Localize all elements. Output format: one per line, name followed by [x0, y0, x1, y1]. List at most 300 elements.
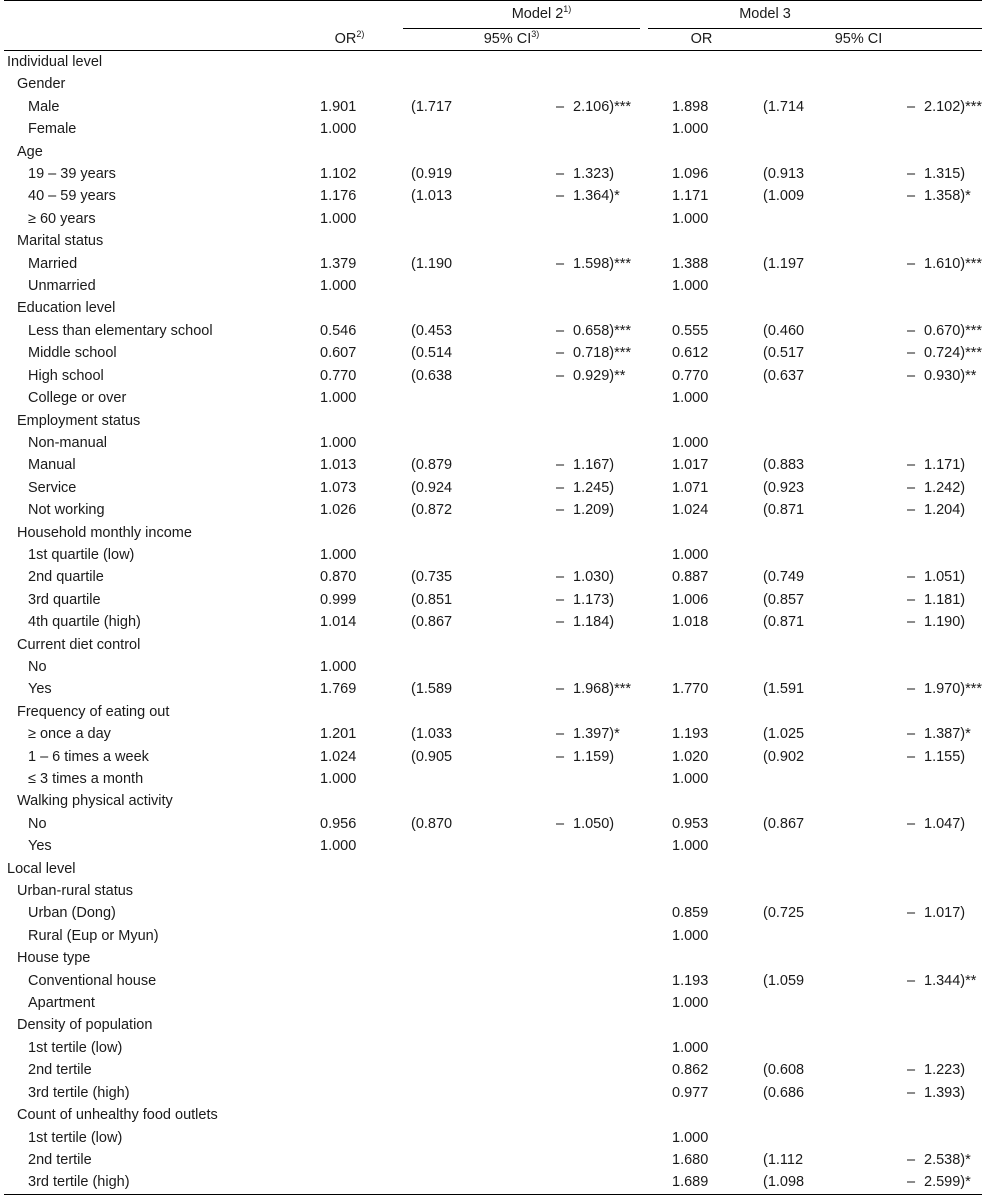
m2-ci-dash	[547, 1171, 573, 1194]
m2-or: 1.000	[320, 278, 357, 295]
m2-ci-dash: –	[555, 569, 565, 586]
m2-or: 0.607	[320, 345, 357, 362]
m3-ci-dash: –	[906, 748, 916, 765]
variable-row	[4, 790, 982, 812]
column-gap	[640, 163, 648, 185]
m3-or: 1.000	[672, 1039, 709, 1056]
row-label: Urban (Dong)	[28, 905, 116, 922]
m2-ci-dash: –	[555, 502, 565, 519]
m2-ci-lower	[403, 992, 547, 1014]
row-label: Yes	[28, 681, 52, 698]
m3-ci-lower: (1.197	[763, 255, 805, 272]
m2-ci-upper	[573, 51, 640, 74]
m2-ci-lower	[403, 970, 547, 992]
m3-ci-upper: 2.538)*	[924, 1151, 971, 1168]
column-gap	[640, 723, 648, 745]
row-label: Yes	[28, 838, 52, 855]
row-label: Married	[28, 255, 78, 272]
m3-ci-dash: –	[906, 166, 916, 183]
m2-ci-dash: –	[555, 726, 565, 743]
m2-ci-lower: (0.735	[411, 569, 453, 586]
m3-ci-dash: –	[906, 1062, 916, 1079]
row-label: ≥ 60 years	[28, 210, 96, 227]
m2-or	[296, 297, 403, 319]
m3-ci-dash: –	[906, 681, 916, 698]
row-label: Age	[17, 143, 43, 160]
table-row	[4, 589, 982, 611]
column-gap	[640, 589, 648, 611]
table-row	[4, 925, 982, 947]
table-row	[4, 544, 982, 566]
m3-ci-dash: –	[906, 188, 916, 205]
row-label: Less than elementary school	[28, 322, 213, 339]
m2-ci-upper	[573, 992, 640, 1014]
m3-ci-lower	[755, 947, 898, 969]
m2-ci-dash	[547, 51, 573, 74]
row-label: Non-manual	[28, 434, 107, 451]
m2-ci-upper: 1.050)	[573, 815, 615, 832]
column-gap	[640, 880, 648, 902]
m3-ci-lower: (0.902	[763, 748, 805, 765]
m2-or: 1.201	[320, 726, 357, 743]
row-label: No	[28, 658, 47, 675]
m3-or: 0.612	[672, 345, 709, 362]
column-gap	[640, 902, 648, 924]
column-gap	[640, 477, 648, 499]
m2-ci-dash	[547, 208, 573, 230]
m2-ci-dash	[547, 925, 573, 947]
column-gap	[640, 1171, 648, 1194]
m3-ci-upper: 2.599)*	[924, 1171, 982, 1194]
m3-ci-dash: –	[898, 1171, 924, 1194]
table-row	[4, 342, 982, 364]
m2-ci-upper	[573, 522, 640, 544]
m2-ci-upper	[573, 410, 640, 432]
row-label: Current diet control	[17, 636, 141, 653]
m2-ci-dash: –	[555, 367, 565, 384]
m2-or	[296, 1037, 403, 1059]
m3-ci-upper: 1.393)	[924, 1084, 966, 1101]
m3-or	[648, 1104, 755, 1126]
m2-ci-upper	[573, 768, 640, 790]
m2-ci-lower	[403, 835, 547, 857]
m3-or: 1.193	[672, 972, 709, 989]
row-label: ≥ once a day	[28, 726, 111, 743]
m3-ci-lower	[755, 297, 898, 319]
m3-or	[648, 230, 755, 252]
m2-ci-upper	[573, 790, 640, 812]
m3-ci-dash	[898, 835, 924, 857]
m3-ci-upper	[924, 141, 982, 163]
m2-ci-upper: 1.209)	[573, 502, 615, 519]
m3-ci-lower	[755, 387, 898, 409]
m2-ci-lower: (1.033	[411, 726, 453, 743]
m2-or: 0.956	[320, 815, 357, 832]
column-gap	[640, 656, 648, 678]
m2-ci-lower	[403, 1082, 547, 1104]
m2-ci-dash	[547, 432, 573, 454]
variable-row	[4, 947, 982, 969]
row-label: Male	[28, 98, 60, 115]
m2-ci-upper	[573, 544, 640, 566]
m2-ci-lower: (0.872	[411, 502, 453, 519]
m2-or	[296, 1171, 403, 1194]
m2-or	[296, 51, 403, 74]
m2-ci-upper	[573, 947, 640, 969]
row-label: 1 – 6 times a week	[28, 748, 149, 765]
row-label: Employment status	[17, 412, 141, 429]
m2-ci-upper	[573, 432, 640, 454]
column-gap	[640, 1082, 648, 1104]
m2-or	[296, 522, 403, 544]
m3-or: 1.000	[672, 278, 709, 295]
m3-ci-dash	[898, 275, 924, 297]
table-row	[4, 208, 982, 230]
m3-ci-dash	[898, 768, 924, 790]
m2-ci-upper	[573, 73, 640, 95]
table-row	[4, 185, 982, 207]
m2-or	[296, 925, 403, 947]
m2-ci-upper	[573, 634, 640, 656]
column-gap	[640, 522, 648, 544]
m3-or: 1.000	[672, 390, 709, 407]
m3-ci-dash: –	[906, 1084, 916, 1101]
m3-ci-dash: –	[906, 726, 916, 743]
m2-ci-lower: (1.190	[411, 255, 453, 272]
m3-ci-upper: 1.358)*	[924, 188, 971, 205]
table-row	[4, 902, 982, 924]
row-label: Rural (Eup or Myun)	[28, 927, 159, 944]
header-blank	[4, 1, 296, 29]
m2-ci-upper	[573, 1082, 640, 1104]
m3-ci-dash	[898, 880, 924, 902]
m3-ci-upper: 1.242)	[924, 479, 966, 496]
m3-ci-lower	[755, 634, 898, 656]
m3-ci-upper	[924, 522, 982, 544]
m2-ci-dash	[547, 992, 573, 1014]
column-gap	[640, 51, 648, 74]
m3-or	[648, 73, 755, 95]
m3-or	[648, 880, 755, 902]
table-row	[4, 723, 982, 745]
m2-or: 1.014	[320, 614, 357, 631]
m2-ci-lower	[403, 118, 547, 140]
m3-or: 1.689	[648, 1171, 755, 1194]
m2-or	[296, 947, 403, 969]
m2-ci-lower: (0.905	[411, 748, 453, 765]
m2-ci-lower	[403, 656, 547, 678]
m2-or: 0.546	[320, 322, 357, 339]
table-row	[4, 746, 982, 768]
column-gap	[640, 454, 648, 476]
m3-or: 1.388	[672, 255, 709, 272]
m2-ci-upper: 0.658)***	[573, 322, 632, 339]
m2-ci-dash	[547, 1127, 573, 1149]
m2-ci-upper	[573, 275, 640, 297]
m3-ci-upper	[924, 432, 982, 454]
column-gap	[640, 544, 648, 566]
m2-ci-dash	[547, 118, 573, 140]
m2-ci-dash	[547, 141, 573, 163]
m2-or	[296, 880, 403, 902]
m2-ci-lower	[403, 790, 547, 812]
m2-ci-dash	[547, 73, 573, 95]
row-label: 2nd tertile	[28, 1151, 92, 1168]
m3-ci-dash	[898, 410, 924, 432]
m2-or	[296, 1149, 403, 1171]
m2-ci-lower	[403, 1037, 547, 1059]
m2-or	[296, 902, 403, 924]
m3-or	[648, 51, 755, 74]
m3-ci-lower	[755, 656, 898, 678]
m2-or	[296, 141, 403, 163]
m3-ci-upper	[924, 410, 982, 432]
column-gap	[640, 297, 648, 319]
m3-ci-dash	[898, 925, 924, 947]
m2-ci-dash	[547, 1014, 573, 1036]
m3-ci-dash: –	[906, 569, 916, 586]
m3-or: 1.024	[672, 502, 709, 519]
variable-row	[4, 1104, 982, 1126]
m2-ci-lower: (0.870	[411, 815, 453, 832]
m2-ci-lower	[403, 297, 547, 319]
m3-ci-lower	[755, 141, 898, 163]
m3-or: 1.000	[672, 121, 709, 138]
m2-ci-dash: –	[555, 479, 565, 496]
m2-ci-dash	[547, 1104, 573, 1126]
m3-ci-lower	[755, 768, 898, 790]
m2-or: 1.379	[320, 255, 357, 272]
m3-ci-lower	[755, 73, 898, 95]
m2-ci-dash: –	[555, 188, 565, 205]
m3-ci-dash	[898, 656, 924, 678]
m2-ci-lower	[403, 1171, 547, 1194]
m2-or	[296, 73, 403, 95]
m3-ci-dash: –	[906, 502, 916, 519]
m3-ci-dash: –	[906, 367, 916, 384]
m3-or: 1.898	[672, 98, 709, 115]
m2-ci-dash	[547, 1037, 573, 1059]
m3-ci-upper: 0.930)**	[924, 367, 977, 384]
row-label: Apartment	[28, 995, 95, 1012]
m2-ci-dash	[547, 656, 573, 678]
row-label: Local level	[7, 860, 76, 877]
m2-ci-upper: 1.245)	[573, 479, 615, 496]
m2-ci-lower	[403, 925, 547, 947]
m2-ci-upper: 0.718)***	[573, 345, 632, 362]
m2-or: 1.000	[320, 658, 357, 675]
row-label: Household monthly income	[17, 524, 192, 541]
m3-ci-lower	[755, 522, 898, 544]
m3-ci-upper: 1.051)	[924, 569, 966, 586]
m2-ci-dash	[547, 1082, 573, 1104]
m3-ci-dash: –	[906, 322, 916, 339]
table-row	[4, 835, 982, 857]
row-label: 3rd tertile (high)	[4, 1171, 296, 1194]
m2-ci-lower: (0.514	[411, 345, 453, 362]
m2-ci-lower: (0.867	[411, 614, 453, 631]
column-gap	[640, 947, 648, 969]
m3-or	[648, 1014, 755, 1036]
m2-ci-upper: 1.167)	[573, 457, 615, 474]
m2-ci-upper	[573, 1127, 640, 1149]
m3-ci-dash: –	[906, 98, 916, 115]
m3-or: 0.555	[672, 322, 709, 339]
variable-row	[4, 297, 982, 319]
m2-ci-upper: 1.184)	[573, 614, 615, 631]
table-row	[4, 118, 982, 140]
m2-ci-dash: –	[555, 98, 565, 115]
m2-ci-lower	[403, 701, 547, 723]
table-row	[4, 1149, 982, 1171]
m3-ci-lower: (0.686	[763, 1084, 805, 1101]
column-gap	[640, 678, 648, 700]
m3-ci-upper: 1.315)	[924, 166, 966, 183]
m2-ci-lower	[403, 947, 547, 969]
m2-ci-upper: 1.364)*	[573, 188, 620, 205]
table-row	[4, 678, 982, 700]
table-row	[4, 992, 982, 1014]
m3-ci-lower	[755, 118, 898, 140]
m2-or	[296, 410, 403, 432]
m3-ci-dash: –	[906, 255, 916, 272]
m3-ci-upper: 1.181)	[924, 591, 966, 608]
m2-ci-upper	[573, 1149, 640, 1171]
m3-ci-lower	[755, 858, 898, 880]
m3-ci-upper: 1.223)	[924, 1062, 966, 1079]
m3-ci-dash	[898, 51, 924, 74]
m3-ci-lower: (0.608	[763, 1062, 805, 1079]
row-label: Urban-rural status	[17, 883, 134, 900]
m3-ci-lower: (1.009	[763, 188, 805, 205]
m3-ci-upper	[924, 230, 982, 252]
m2-ci-upper	[573, 1171, 640, 1194]
m2-ci-lower	[403, 73, 547, 95]
m2-ci-lower: (0.851	[411, 591, 453, 608]
column-gap	[640, 634, 648, 656]
m3-or: 1.000	[672, 771, 709, 787]
row-label: 3rd tertile (high)	[28, 1084, 130, 1101]
row-label: 19 – 39 years	[28, 166, 116, 183]
m3-ci-upper	[924, 656, 982, 678]
m3-ci-upper: 1.970)***	[924, 681, 982, 698]
m2-or	[296, 1082, 403, 1104]
m2-ci-dash: –	[555, 748, 565, 765]
column-gap	[640, 611, 648, 633]
m3-or: 1.171	[672, 188, 709, 205]
m3-ci-dash: –	[906, 479, 916, 496]
column-gap	[640, 96, 648, 118]
m3-ci-lower	[755, 992, 898, 1014]
column-gap	[640, 365, 648, 387]
m3-ci-upper	[924, 297, 982, 319]
m2-ci-upper	[573, 387, 640, 409]
m3-ci-dash	[898, 387, 924, 409]
m3-or: 0.953	[672, 815, 709, 832]
m3-or: 1.770	[672, 681, 709, 698]
table-row	[4, 477, 982, 499]
m3-ci-upper	[924, 992, 982, 1014]
m2-or: 1.901	[320, 98, 357, 115]
m3-ci-dash	[898, 701, 924, 723]
m3-ci-lower	[755, 1014, 898, 1036]
m2-or	[296, 970, 403, 992]
m3-ci-lower: (0.883	[763, 457, 805, 474]
m2-ci-dash	[547, 387, 573, 409]
m2-ci-lower	[403, 544, 547, 566]
m3-ci-dash	[898, 297, 924, 319]
or-header-model2: OR$^{2)}$	[296, 29, 403, 51]
row-label: 2nd tertile	[28, 1062, 92, 1079]
row-label: 3rd quartile	[28, 591, 101, 608]
m3-ci-dash	[898, 73, 924, 95]
m3-ci-upper: 1.610)***	[924, 255, 982, 272]
table-row	[4, 253, 982, 275]
m2-or: 1.073	[320, 479, 357, 496]
m3-ci-lower: (1.714	[763, 98, 805, 115]
row-label: Individual level	[7, 54, 103, 70]
column-gap	[640, 813, 648, 835]
m3-or	[648, 701, 755, 723]
m3-ci-upper	[924, 208, 982, 230]
m2-ci-upper	[573, 297, 640, 319]
variable-row	[4, 522, 982, 544]
m2-ci-upper: 2.106)***	[573, 98, 632, 115]
m3-ci-lower	[755, 230, 898, 252]
m3-ci-upper: 0.724)***	[924, 345, 982, 362]
ci-header-model2: 95% CI$^{3)}$	[403, 29, 640, 51]
m3-ci-upper	[924, 73, 982, 95]
m3-ci-lower	[755, 1127, 898, 1149]
m3-ci-upper	[924, 947, 982, 969]
m3-ci-dash	[898, 208, 924, 230]
row-label: Not working	[28, 502, 105, 519]
m3-ci-upper	[924, 701, 982, 723]
m3-or	[648, 634, 755, 656]
variable-row	[4, 410, 982, 432]
m2-ci-upper	[573, 1104, 640, 1126]
m2-ci-dash	[547, 970, 573, 992]
m3-ci-lower: (1.098	[755, 1171, 898, 1194]
m2-ci-upper: 1.968)***	[573, 681, 632, 698]
m3-ci-dash: –	[906, 614, 916, 631]
m3-ci-upper	[924, 1037, 982, 1059]
table-row	[4, 566, 982, 588]
m2-ci-upper	[573, 1037, 640, 1059]
m2-ci-upper	[573, 118, 640, 140]
m2-ci-dash	[547, 297, 573, 319]
m3-ci-dash	[898, 141, 924, 163]
table-row	[4, 163, 982, 185]
m3-ci-upper	[924, 790, 982, 812]
column-gap	[640, 208, 648, 230]
column-gap	[640, 790, 648, 812]
column-gap	[640, 432, 648, 454]
m3-ci-dash	[898, 1104, 924, 1126]
m2-or	[296, 858, 403, 880]
m2-or	[296, 230, 403, 252]
m3-ci-upper	[924, 858, 982, 880]
m3-ci-lower: (0.749	[763, 569, 805, 586]
variable-row	[4, 141, 982, 163]
m3-or: 1.006	[672, 591, 709, 608]
m2-or: 1.102	[320, 166, 357, 183]
m2-or: 1.026	[320, 502, 357, 519]
m2-ci-lower	[403, 902, 547, 924]
m2-ci-dash	[547, 544, 573, 566]
m3-ci-lower: (0.913	[763, 166, 805, 183]
m3-ci-lower	[755, 1104, 898, 1126]
